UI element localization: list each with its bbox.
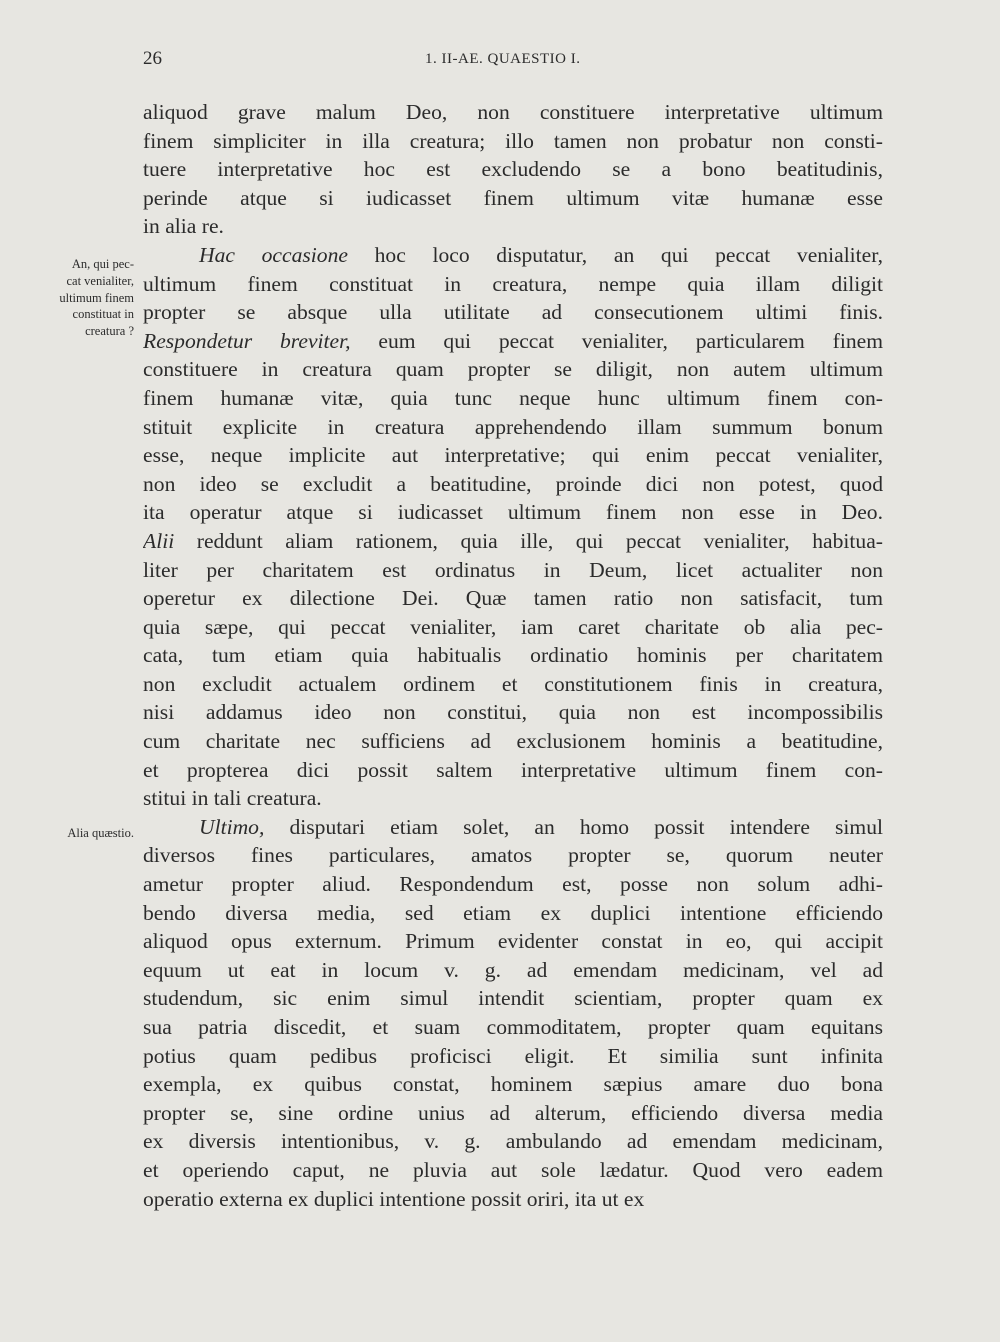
text-line (143, 841, 883, 870)
line-text: ametur propter aliud. Respondendum est, posse non solum adhi- (143, 872, 883, 897)
italic-lead: Ultimo, (199, 814, 265, 839)
line-text: propter se, sine ordine unius ad alterum, efficiendo diversa media (143, 1100, 883, 1125)
line-text: finem simpliciter in illa creatura; illo tamen non probatur non consti- (143, 128, 883, 153)
margin-note-line: An, qui pec- (71, 257, 134, 271)
text-line (143, 556, 883, 585)
text-line (143, 441, 883, 470)
text-line (143, 212, 883, 241)
line-text: et propterea dici possit saltem interpretative ultimum finem con- (143, 757, 883, 782)
text-line (143, 98, 883, 127)
line-text: aliquod opus externum. Primum evidenter constat in eo, qui accipit (143, 929, 883, 954)
line-text: non excludit actualem ordinem et constitutionem finis in creatura, (143, 671, 883, 696)
margin-note (28, 825, 134, 842)
text-line (143, 870, 883, 899)
line-text: ex diversis intentionibus, v. g. ambulando ad emendam medicinam, (143, 1129, 883, 1154)
margin-note-line: creatura ? (85, 324, 134, 339)
text-line (143, 184, 883, 213)
text-line (143, 927, 883, 956)
text-line (143, 956, 883, 985)
margin-note-line: cat venialiter, (66, 273, 134, 288)
text-line (143, 270, 883, 299)
margin-note-line: ultimum finem (59, 290, 134, 305)
text-line (143, 1013, 883, 1042)
body-text (143, 98, 883, 1213)
line-text: non ideo se excludit a beatitudine, proinde dici non potest, quod (143, 471, 883, 496)
line-text: perinde atque si iudicasset finem ultimum vitæ humanæ esse (143, 185, 883, 210)
line-text: stituit explicite in creatura apprehendendo illam summum bonum (143, 414, 883, 439)
line-text: cum charitate nec sufficiens ad exclusionem hominis a beatitudine, (143, 729, 883, 754)
text-line (143, 127, 883, 156)
line-text: operatio externa ex duplici intentione possit oriri, ita ut ex (143, 1186, 645, 1211)
text-line (143, 470, 883, 499)
line-text: reddunt aliam rationem, quia ille, qui peccat venialiter, habitua- (174, 528, 883, 553)
margin-note-line: constituat in (72, 307, 134, 322)
text-line (143, 241, 883, 270)
margin-note (28, 256, 134, 340)
line-text: nisi addamus ideo non constitui, quia non est incompossibilis (143, 700, 883, 725)
text-line (143, 155, 883, 184)
line-text: tuere interpretative hoc est excludendo se a bono beatitudinis, (143, 157, 883, 182)
text-line (143, 613, 883, 642)
line-text: quia sæpe, qui peccat venialiter, iam caret charitate ob alia pec- (143, 614, 883, 639)
line-text: et operiendo caput, ne pluvia aut sole lædatur. Quod vero eadem (143, 1157, 883, 1182)
text-line (143, 298, 883, 327)
line-text: liter per charitatem est ordinatus in Deum, licet actualiter non (143, 557, 883, 582)
line-text: in alia re. (143, 214, 224, 239)
text-line (143, 355, 883, 384)
line-text: cata, tum etiam quia habitualis ordinatio hominis per charitatem (143, 643, 883, 668)
text-line (143, 384, 883, 413)
text-line (143, 784, 883, 813)
line-text: aliquod grave malum Deo, non constituere interpretative ultimum (143, 100, 883, 124)
margin-note-line: Alia quæstio. (67, 826, 134, 840)
text-line (143, 1127, 883, 1156)
line-text: potius quam pedibus proficisci eligit. Et similia sunt infinita (143, 1043, 883, 1068)
text-line (143, 584, 883, 613)
text-line (143, 1156, 883, 1185)
line-text: ita operatur atque si iudicasset ultimum finem non esse in Deo. (143, 500, 883, 525)
italic-lead: Respondetur breviter, (143, 328, 351, 353)
line-text: finem humanæ vitæ, quia tunc neque hunc ultimum finem con- (143, 385, 883, 410)
line-text: constituere in creatura quam propter se diligit, non autem ultimum (143, 357, 883, 382)
page-header (143, 48, 883, 78)
line-text: propter se absque ulla utilitate ad consecutionem ultimi finis. (143, 300, 883, 325)
text-line (143, 670, 883, 699)
line-text: operetur ex dilectione Dei. Quæ tamen ratio non satisfacit, tum (143, 586, 883, 611)
text-line (143, 527, 883, 556)
line-text: diversos fines particulares, amatos propter se, quorum neuter (143, 843, 883, 868)
text-line (143, 899, 883, 928)
italic-lead: Hac occasione (199, 242, 348, 267)
text-line (143, 641, 883, 670)
line-text: studendum, sic enim simul intendit scientiam, propter quam ex (143, 986, 883, 1011)
text-line (143, 1042, 883, 1071)
page-number: 26 (143, 48, 162, 69)
line-text: esse, neque implicite aut interpretative; qui enim peccat venialiter, (143, 443, 883, 468)
text-line (143, 756, 883, 785)
running-head: 1. II-AE. QUAESTIO I. (425, 51, 581, 67)
text-line (143, 727, 883, 756)
line-text: stitui in tali creatura. (143, 786, 322, 811)
text-line (143, 1070, 883, 1099)
text-line (143, 813, 883, 842)
text-line (143, 1185, 883, 1214)
line-text: bendo diversa media, sed etiam ex duplici intentione efficiendo (143, 900, 883, 925)
text-line (143, 1099, 883, 1128)
text-line (143, 327, 883, 356)
line-text: ultimum finem constituat in creatura, nempe quia illam diligit (143, 271, 883, 296)
line-text: disputari etiam solet, an homo possit intendere simul (264, 814, 883, 839)
line-text: eum qui peccat venialiter, particularem finem (350, 328, 883, 353)
text-line (143, 984, 883, 1013)
italic-lead: Alii (143, 528, 175, 553)
line-text: sua patria discedit, et suam commoditatem, propter quam equitans (143, 1015, 883, 1039)
line-text: hoc loco disputatur, an qui peccat venialiter, (347, 242, 883, 267)
line-text: exempla, ex quibus constat, hominem sæpius amare duo bona (143, 1072, 883, 1097)
line-text: equum ut eat in locum v. g. ad emendam medicinam, vel ad (143, 957, 883, 982)
text-line (143, 698, 883, 727)
text-line (143, 498, 883, 527)
text-line (143, 413, 883, 442)
